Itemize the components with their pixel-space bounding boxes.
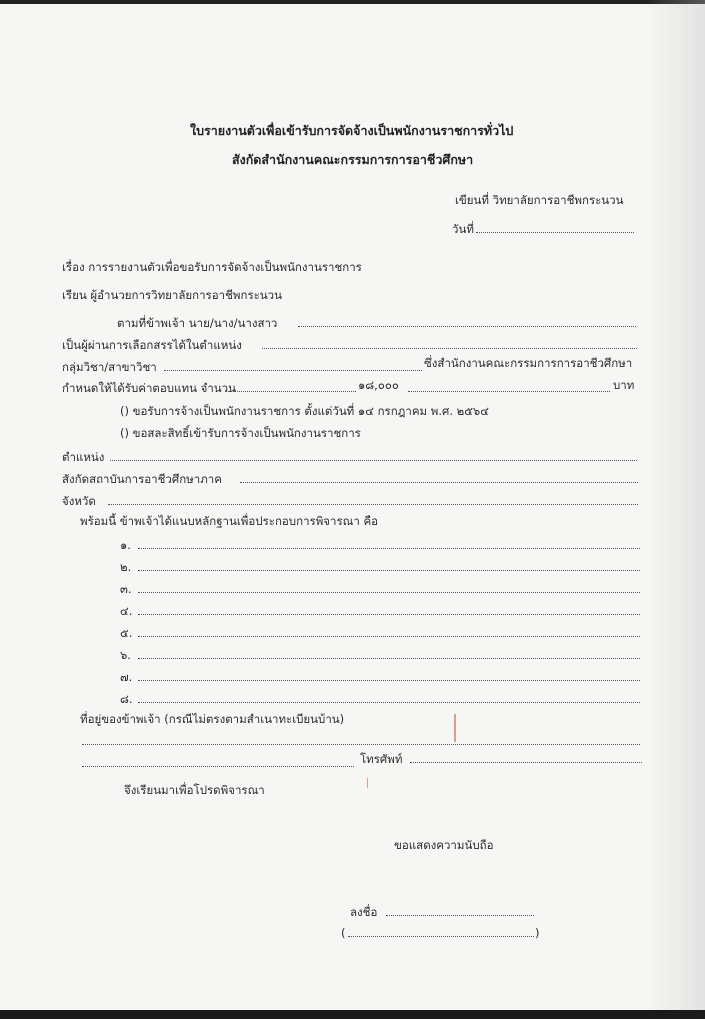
subject-line: เรื่อง การรายงานตัวเพื่อขอรับการจัดจ้างเป็นพนักงานราชการ	[62, 260, 362, 274]
regards-text: ขอแสดงความนับถือ	[394, 838, 494, 852]
attachment-field[interactable]	[138, 614, 640, 615]
attachment-number: ๒.	[120, 560, 132, 574]
group-label: กลุ่มวิชา/สาขาวิชา	[62, 360, 157, 374]
name-field[interactable]	[298, 326, 636, 327]
attachment-field[interactable]	[138, 658, 640, 659]
date-label: วันที่	[452, 222, 474, 236]
position-label: ตำแหน่ง	[62, 450, 105, 464]
attachment-field[interactable]	[138, 702, 640, 703]
attachment-field[interactable]	[138, 636, 640, 637]
phone-label: โทรศัพท์	[360, 752, 403, 766]
paren-close: )	[535, 926, 540, 940]
addressee-line: เรียน ผู้อำนวยการวิทยาลัยการอาชีพกระนวน	[62, 288, 282, 302]
closing-text: จึงเรียนมาเพื่อโปรดพิจารณา	[124, 783, 265, 797]
attach-label: พร้อมนี้ ข้าพเจ้าได้แนบหลักฐานเพื่อประกอบการพิจารณา คือ	[80, 514, 379, 528]
institute-label: สังกัดสถาบันการอาชีวศึกษาภาค	[62, 472, 222, 486]
attachment-number: ๕.	[120, 626, 133, 640]
passed-label: เป็นผู้ผ่านการเลือกสรรได้ในตำแหน่ง	[62, 338, 242, 352]
attachment-number: ๑.	[120, 538, 131, 552]
attachment-field[interactable]	[138, 592, 640, 593]
address-field-1[interactable]	[82, 744, 640, 745]
ink-mark-small	[367, 778, 368, 788]
form-title: ใบรายงานตัวเพื่อเข้ารับการจัดจ้างเป็นพนักงานราชการทั่วไป	[190, 123, 514, 138]
paren-open: (	[341, 926, 346, 940]
group-field[interactable]	[164, 370, 422, 371]
signature-label: ลงชื่อ	[350, 905, 378, 919]
phone-field[interactable]	[410, 762, 642, 763]
ink-mark	[454, 714, 456, 742]
salary-dots-right	[408, 391, 610, 392]
form-subtitle: สังกัดสำนักงานคณะกรรมการการอาชีวศึกษา	[232, 152, 474, 167]
salary-dots-left	[228, 391, 356, 392]
baht-label: บาท	[613, 378, 635, 392]
salary-label: กำหนดให้ได้รับค่าตอบแทน จำนวน	[62, 381, 236, 395]
province-label: จังหวัด	[62, 494, 96, 508]
signature-field[interactable]	[386, 915, 534, 916]
attachment-field[interactable]	[138, 570, 640, 571]
option-accept[interactable]: () ขอรับการจ้างเป็นพนักงานราชการ ตั้งแต่วันที่ ๑๔ กรกฎาคม พ.ศ. ๒๕๖๔	[120, 404, 489, 418]
option-decline[interactable]: () ขอสละสิทธิ์เข้ารับการจ้างเป็นพนักงานราชการ	[120, 426, 361, 440]
attachment-number: ๓.	[120, 582, 132, 596]
name-label: ตามที่ข้าพเจ้า นาย/นาง/นางสาว	[117, 316, 278, 330]
position-passed-field[interactable]	[262, 348, 637, 349]
attachment-number: ๗.	[120, 670, 133, 684]
attachment-field[interactable]	[138, 548, 640, 549]
attachment-number: ๔.	[120, 604, 133, 618]
institute-field[interactable]	[240, 482, 638, 483]
position-field[interactable]	[110, 460, 637, 461]
attachment-number: ๘.	[120, 692, 133, 706]
date-field[interactable]	[476, 232, 634, 233]
printed-name-field[interactable]	[348, 936, 534, 937]
scan-border	[0, 0, 705, 4]
written-at: เขียนที่ วิทยาลัยการอาชีพกระนวน	[455, 193, 624, 207]
attachment-field[interactable]	[138, 680, 640, 681]
office-text: ซึ่งสำนักงานคณะกรรมการการอาชีวศึกษา	[424, 356, 633, 370]
address-label: ที่อยู่ของข้าพเจ้า (กรณีไม่ตรงตามสำเนาทะเบียนบ้าน)	[80, 712, 345, 726]
salary-value: ๑๘,๐๐๐	[358, 378, 399, 392]
address-field-2[interactable]	[82, 766, 354, 767]
province-field[interactable]	[108, 504, 638, 505]
attachment-number: ๖.	[120, 648, 131, 662]
